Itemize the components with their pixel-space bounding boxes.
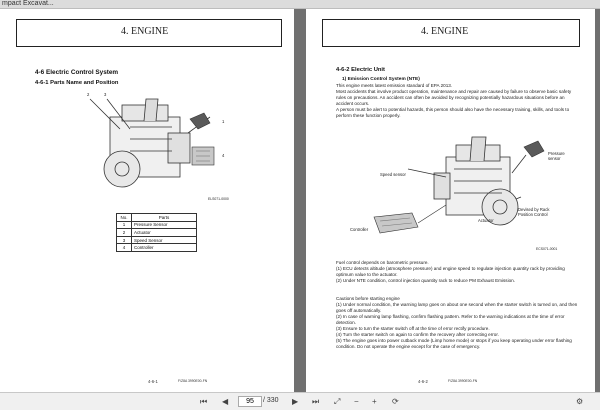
document-page-left	[0, 9, 294, 392]
parts-table	[116, 213, 197, 252]
caution-item: (5) The engine goes into power cutback mode (Limp home mode) or stops if you keep operating under error flashing condition. Do not operate the engine except for the case of emergency.	[336, 338, 572, 349]
table-cell: 1	[117, 221, 132, 229]
page-number: 4-6-2	[418, 379, 428, 384]
zoom-out-icon[interactable]: −	[354, 397, 359, 406]
fuel-control-item: (1) ECU detects altitude (atmosphere pressure) and engine speed to regulate injection quantity rack by providing optimum value to the actuator.	[336, 266, 565, 277]
table-row	[117, 221, 197, 229]
first-page-icon[interactable]: ⏮	[200, 397, 208, 406]
caution-item: (4) Turn the starter switch on again to confirm the recovery after correcting error.	[336, 332, 499, 337]
zoom-in-icon[interactable]: +	[372, 397, 377, 406]
fit-page-icon[interactable]: ⤢	[334, 397, 341, 406]
cautions-section	[336, 296, 582, 350]
intro-line: Most accidents that involve product operation, maintenance and repair are caused by failure to observe basic safety rules on precautions. An accident can often be avoided by recognizing potentially hazardous situations before an accident occurs.	[336, 89, 572, 106]
next-page-icon[interactable]: ▶	[292, 397, 299, 406]
callout-label: 2	[87, 92, 90, 97]
page-number: 4-6-1	[148, 379, 158, 384]
page-total: / 330	[263, 397, 279, 404]
page-header-title: 4. ENGINE	[121, 26, 169, 37]
intro-line: This engine meets latest emission standard of EPA 2013.	[336, 83, 453, 88]
window-title: mpact Excavat...	[2, 0, 54, 7]
subsection-title: 4-6-2 Electric Unit	[336, 67, 385, 73]
page-header-title: 4. ENGINE	[421, 26, 469, 37]
table-cell: Pressure Sensor	[132, 221, 197, 229]
callout-label: 1	[222, 119, 225, 124]
table-cell: Actuator	[132, 229, 197, 237]
cautions-title: Cautions before starting engine	[336, 296, 400, 301]
callout-label: 4	[222, 153, 225, 158]
previous-page-icon[interactable]: ◀	[222, 397, 229, 406]
fuel-control-title: Fuel control depends on barometric pressure.	[336, 260, 429, 265]
table-cell: 2	[117, 229, 132, 237]
table-cell: Controller	[132, 244, 197, 252]
rack-position-label: Devised by Rack Position Control	[518, 207, 550, 217]
table-row	[117, 236, 197, 244]
page-number-input[interactable]: 95	[238, 396, 262, 407]
sub-item-title: 1) Emission Control System (NTE)	[342, 77, 420, 82]
figure-code: ELS071-0000	[208, 197, 229, 201]
table-cell: 4	[117, 244, 132, 252]
pressure-sensor-label: Pressure sensor	[548, 151, 565, 161]
caution-item: (1) Under normal condition, the warning lamp goes on about one second when the starter switch is turned on, and then goes off automatically.	[336, 302, 578, 313]
table-header-cell: No.	[117, 214, 132, 222]
figure-code: ECS071-0001	[536, 247, 558, 251]
table-cell: Speed Sensor	[132, 236, 197, 244]
fuel-control-section	[336, 260, 582, 284]
intro-text	[336, 83, 582, 119]
navigation-toolbar	[0, 392, 600, 410]
rotate-icon[interactable]: ⟳	[392, 397, 399, 406]
speed-sensor-label: Speed sensor	[380, 172, 406, 177]
caution-item: (3) Ensure to turn the starter switch off at the time of error rectify procedure.	[336, 326, 490, 331]
engine-parts-figure	[80, 89, 240, 209]
intro-line: A person must be alert to potential hazards, this person should also have the necessary training, skills, and tools to perform these function properly.	[336, 107, 570, 118]
last-page-icon[interactable]: ⏭	[312, 397, 320, 406]
document-viewer[interactable]	[0, 9, 600, 392]
controller-label: Controller	[350, 227, 369, 232]
subsection-title: 4-6-1 Parts Name and Position	[35, 80, 119, 86]
document-page-right	[306, 9, 595, 392]
window-titlebar	[0, 0, 600, 9]
page-header	[322, 19, 580, 47]
page-header	[16, 19, 282, 47]
table-header-cell: Parts	[132, 214, 197, 222]
fuel-control-item: (2) Under NTE condition, control injection quantity rack to reduce PM Exhaust Emission.	[336, 278, 515, 283]
table-header-row	[117, 214, 197, 222]
electric-unit-figure	[346, 133, 566, 253]
settings-icon[interactable]: ⚙	[576, 397, 584, 406]
callout-label: 3	[104, 92, 107, 97]
caution-item: (2) In case of warning lamp flashing, confirm flashing pattern. Refer to the warning indications at the time of error detection.	[336, 314, 565, 325]
table-row	[117, 229, 197, 237]
document-code: F/Z8A 3990E00-FN	[178, 379, 208, 383]
section-title: 4-6 Electric Control System	[35, 69, 119, 76]
actuator-label: Actuator	[478, 218, 494, 223]
table-cell: 3	[117, 236, 132, 244]
table-row	[117, 244, 197, 252]
document-code: F/Z8A 3990E00-FN	[448, 379, 478, 383]
